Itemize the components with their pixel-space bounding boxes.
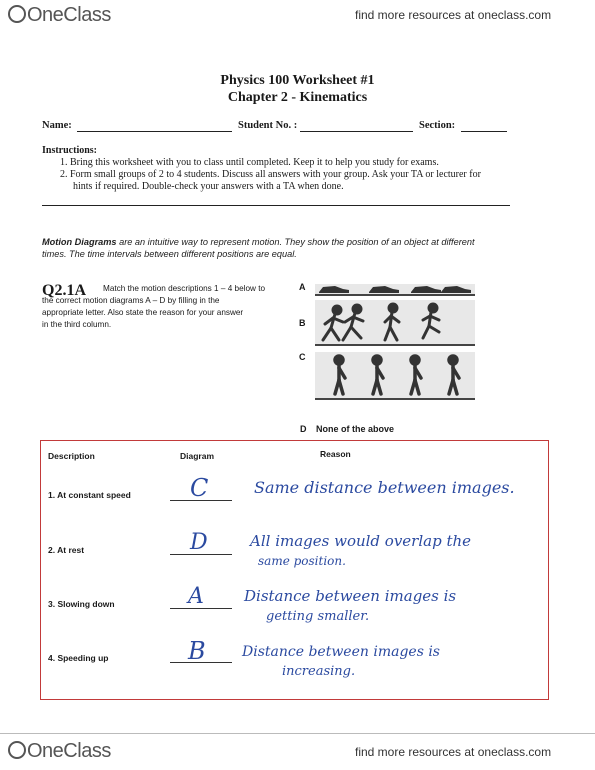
walker-icon [411,356,421,394]
question-text-2: the correct motion diagrams A – D by filling in the [42,296,220,305]
question-label: Q2.1A [42,282,86,299]
footer-divider [0,733,595,734]
student-no-field[interactable] [300,131,413,132]
row-4-reason-2[interactable]: increasing. [282,664,356,679]
runner-icon [385,304,399,340]
intro-line-1 [42,236,562,248]
header-reason: Reason [320,449,351,459]
diagram-d-text: None of the above [316,424,395,434]
intro-text: are an intuitive way to represent motion. They show the position of an object at different [116,237,475,247]
diagram-b-label: B [299,318,306,328]
diagram-c-label: C [299,352,306,362]
row-2-label: 2. At rest [48,545,85,555]
row-1-reason[interactable]: Same distance between images. [254,478,515,497]
row-1-answer[interactable]: C [190,474,209,502]
diagram-a-cars [315,280,475,296]
diagram-b-runners [315,300,475,346]
instruction-item-2: 2. Form small groups of 2 to 4 students. Discuss all answers with your group. Ask your TA or lecturer for [60,169,481,180]
header-description: Description [48,451,95,461]
name-label: Name: [42,120,72,131]
row-2-reason-1[interactable]: All images would overlap the [250,532,472,550]
chapter-subtitle: Chapter 2 - Kinematics [227,90,368,105]
diagram-a-label: A [299,282,306,292]
intro-term: Motion Diagrams [42,237,117,247]
row-3-reason-2[interactable]: getting smaller. [266,609,370,624]
worksheet-title: Physics 100 Worksheet #1 [220,73,375,88]
section-label: Section: [419,120,456,131]
row-4-reason-1[interactable]: Distance between images is [242,644,440,660]
intro-line-2: times. The time intervals between different positions are equal. [42,249,297,259]
walker-icon [373,356,383,394]
row-1-label: 1. At constant speed [48,490,131,500]
question-text-1: Match the motion descriptions 1 – 4 below to [103,284,266,293]
runner-icon [343,305,363,340]
footer-tagline: find more resources at oneclass.com [355,745,552,759]
diagram-c-walkers [315,352,475,400]
row-4-answer[interactable]: B [188,637,206,665]
header-diagram: Diagram [180,451,215,461]
footer-oneclass-logo: OneClass [8,740,111,763]
name-field[interactable] [77,131,232,132]
car-icon [319,286,349,293]
header-tagline: find more resources at oneclass.com [355,8,552,22]
row-4-answer-line [170,662,232,663]
instruction-item-2-cont: hints if required. Double-check your answers with a TA when done. [73,181,344,192]
walker-icon [335,356,345,394]
oneclass-logo: OneClass [8,4,111,27]
row-2-answer-line [170,554,232,555]
row-4-label: 4. Speeding up [48,653,109,663]
walker-icon [449,356,459,394]
row-3-reason-1[interactable]: Distance between images is [244,587,457,605]
row-3-label: 3. Slowing down [48,599,115,609]
row-2-answer[interactable]: D [190,530,208,555]
diagram-d-label: D [300,424,307,434]
runner-icon [323,306,343,340]
question-text-3: appropriate letter. Also state the reason for your answer [42,308,244,317]
car-icon [441,286,471,293]
row-3-answer[interactable]: A [188,584,204,609]
section-divider [42,205,510,206]
row-1-answer-line [170,500,232,501]
section-field[interactable] [461,131,507,132]
student-no-label: Student No. : [238,120,298,131]
row-2-reason-2[interactable]: same position. [258,554,346,568]
car-icon [411,286,441,293]
runner-icon [423,304,439,338]
row-3-answer-line [170,608,232,609]
instruction-item-1: 1. Bring this worksheet with you to class until completed. Keep it to help you study for exams. [60,157,439,168]
instructions-heading: Instructions: [42,145,98,156]
question-text-4: in the third column. [42,320,112,329]
car-icon [369,286,399,293]
